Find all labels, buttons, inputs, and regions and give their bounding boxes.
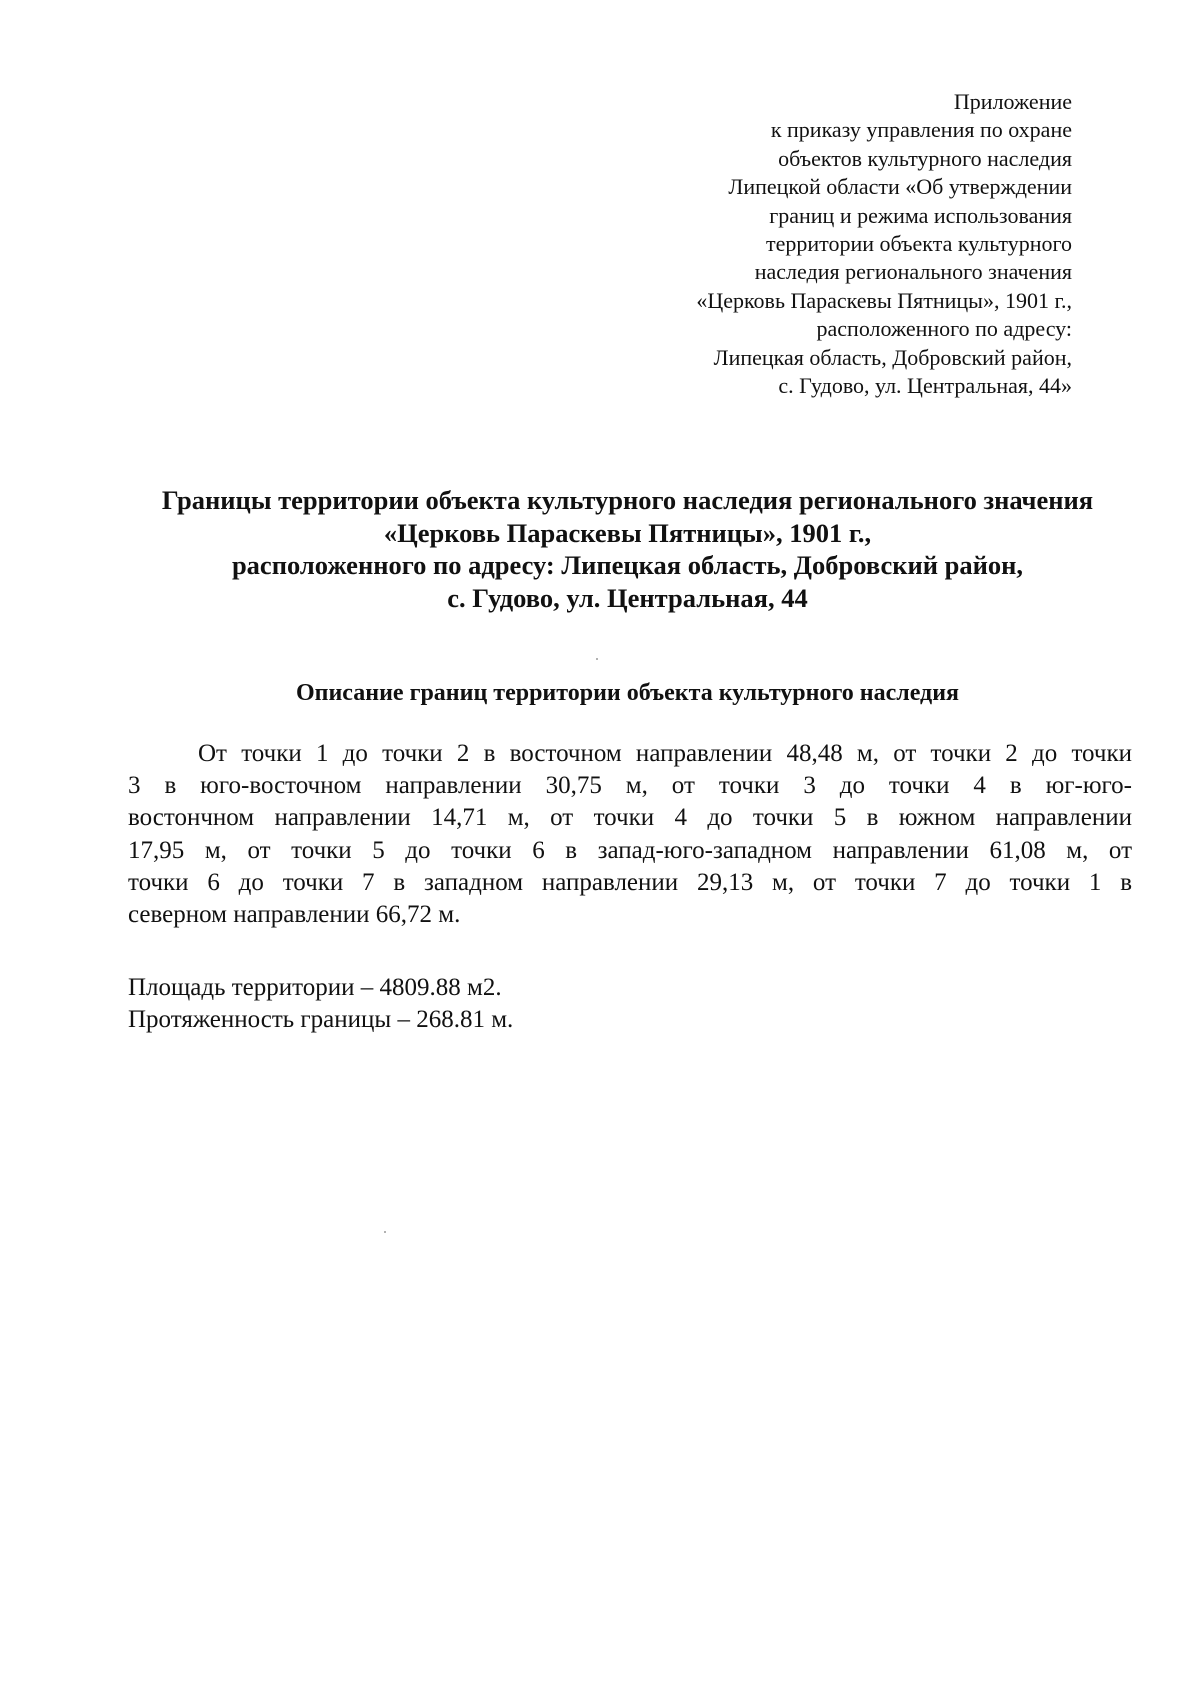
appendix-line: объектов культурного наследия	[778, 145, 1072, 171]
description-line: востончном направлении 14,71 м, от точки 4 до точки 5 в южном направлении	[128, 804, 1132, 832]
appendix-line: с. Гудово, ул. Центральная, 44»	[778, 373, 1072, 399]
title-line: расположенного по адресу: Липецкая область, Добровский район,	[231, 550, 1024, 580]
description-line: От точки 1 до точки 2 в восточном направлении 48,48 м, от точки 2 до точки	[198, 740, 1132, 767]
title-line: с. Гудово, ул. Центральная, 44	[447, 582, 808, 613]
appendix-line: Липецкой области «Об утверждении	[728, 174, 1072, 200]
appendix-line: границ и режима использования	[769, 202, 1072, 228]
appendix-header	[512, 88, 1072, 400]
appendix-line: территории объекта культурного	[765, 231, 1072, 257]
description-line: северном направлении 66,72 м.	[128, 901, 461, 929]
perimeter-value: Протяженность границы – 268.81 м.	[128, 1006, 514, 1034]
document-title	[110, 484, 1145, 614]
appendix-line: наследия регионального значения	[754, 259, 1072, 285]
description-line: 3 в юго-восточном направлении 30,75 м, от точки 3 до точки 4 в юг-юго-	[128, 772, 1132, 800]
description-line: точки 6 до точки 7 в западном направлении 29,13 м, от точки 7 до точки 1 в	[128, 868, 1132, 896]
territory-stats	[128, 972, 828, 1036]
appendix-line: Приложение	[953, 89, 1072, 114]
appendix-line: к приказу управления по охране	[770, 117, 1072, 143]
scan-speck	[384, 1231, 386, 1233]
appendix-line: расположенного по адресу:	[816, 316, 1072, 342]
title-line: «Церковь Параскевы Пятницы», 1901 г.,	[383, 517, 872, 548]
description-line: 17,95 м, от точки 5 до точки 6 в запад-юго-западном направлении 61,08 м, от	[128, 836, 1132, 864]
appendix-line: «Церковь Параскевы Пятницы», 1901 г.,	[696, 287, 1072, 313]
area-value: Площадь территории – 4809.88 м2.	[128, 974, 502, 1001]
appendix-line: Липецкая область, Добровский район,	[713, 344, 1072, 370]
scan-speck	[596, 658, 598, 660]
boundary-description	[128, 738, 1132, 931]
title-line: Границы территории объекта культурного наследия регионального значения	[161, 485, 1094, 515]
section-heading: Описание границ территории объекта культурного наследия	[295, 680, 960, 706]
